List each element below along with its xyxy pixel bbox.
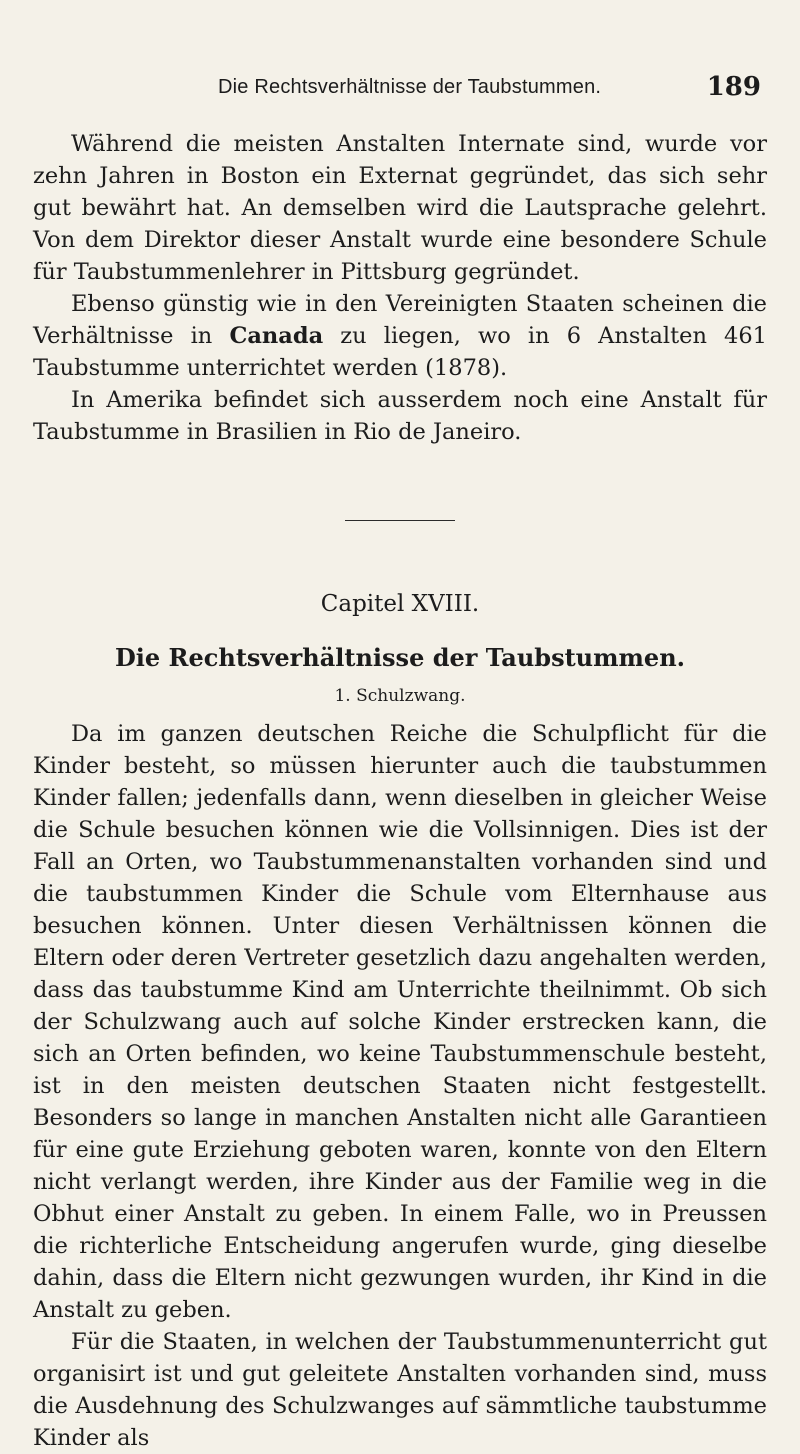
page-number: 189 bbox=[706, 72, 761, 102]
paragraph-brasilien: In Amerika befindet sich ausserdem noch eine Anstalt für Taubstumme in Brasilien in Rio de Janeiro. bbox=[33, 387, 767, 445]
section-heading: 1. Schulzwang. bbox=[334, 686, 466, 706]
canada-bold-term: Canada bbox=[229, 323, 324, 349]
running-header bbox=[33, 70, 767, 110]
paragraph-canada-text-after: zu liegen, wo in 6 Anstalten 461 Taubstumme unterrichtet werden (1878). bbox=[33, 323, 767, 381]
section-divider bbox=[345, 520, 455, 521]
chapter-label: Capitel XVIII. bbox=[320, 591, 480, 617]
chapter-title: Die Rechtsverhältnisse der Taubstummen. bbox=[114, 643, 685, 672]
paragraph-schulpflicht: Da im ganzen deutschen Reiche die Schulpflicht für die Kinder besteht, so müssen hierunter auch die taubstummen Kinder fallen; jedenfalls dann, wenn dieselben in gleicher Weise die Schule besuchen können wie die Vollsinnigen. Dies ist der Fall an Orten, wo Taubstummenanstalten vorhanden sind und die taubstummen Kinder die Schule vom Elternhause aus besuchen können. Unter diesen Verhältnissen können die Eltern oder deren Vertreter gesetzlich dazu angehalten werden, dass das taubstumme Kind am Unterrichte theilnimmt. Ob sich der Schulzwang auch auf solche Kinder erstrecken kann, die sich an Orten befinden, wo keine Taubstummenschule besteht, ist in den meisten deutschen Staaten nicht festgestellt. Besonders so lange in manchen Anstalten nicht alle Garantieen für eine gute Erziehung geboten waren, konnte von den Eltern nicht verlangt werden, ihre Kinder aus der Familie weg in die Obhut einer Anstalt zu geben. In einem Falle, wo in Preussen die richterliche Entscheidung angerufen wurde, ging dieselbe dahin, dass die Eltern nicht gezwungen wurden, ihr Kind in die Anstalt zu geben. bbox=[33, 721, 767, 1323]
paragraph-staaten: Für die Staaten, in welchen der Taubstummenunterricht gut organisirt ist und gut geleitete Anstalten vorhanden sind, muss die Ausdehnung des Schulzwanges auf sämmtliche taubstumme Kinder als bbox=[33, 1329, 767, 1451]
paragraph-boston-externat: Während die meisten Anstalten Internate sind, wurde vor zehn Jahren in Boston ein Externat gegründet, das sich sehr gut bewährt hat. An demselben wird die Lautsprache gelehrt. Von dem Direktor dieser Anstalt wurde eine besondere Schule für Taubstummenlehrer in Pittsburg gegründet. bbox=[33, 131, 767, 285]
paragraph-canada bbox=[33, 288, 767, 384]
running-title: Die Rechtsverhältnisse der Taubstummen. bbox=[218, 76, 602, 98]
book-page bbox=[33, 70, 767, 1454]
paragraph-canada-text-before: Ebenso günstig wie in den Vereinigten Staaten scheinen die Verhältnisse in bbox=[33, 291, 767, 349]
